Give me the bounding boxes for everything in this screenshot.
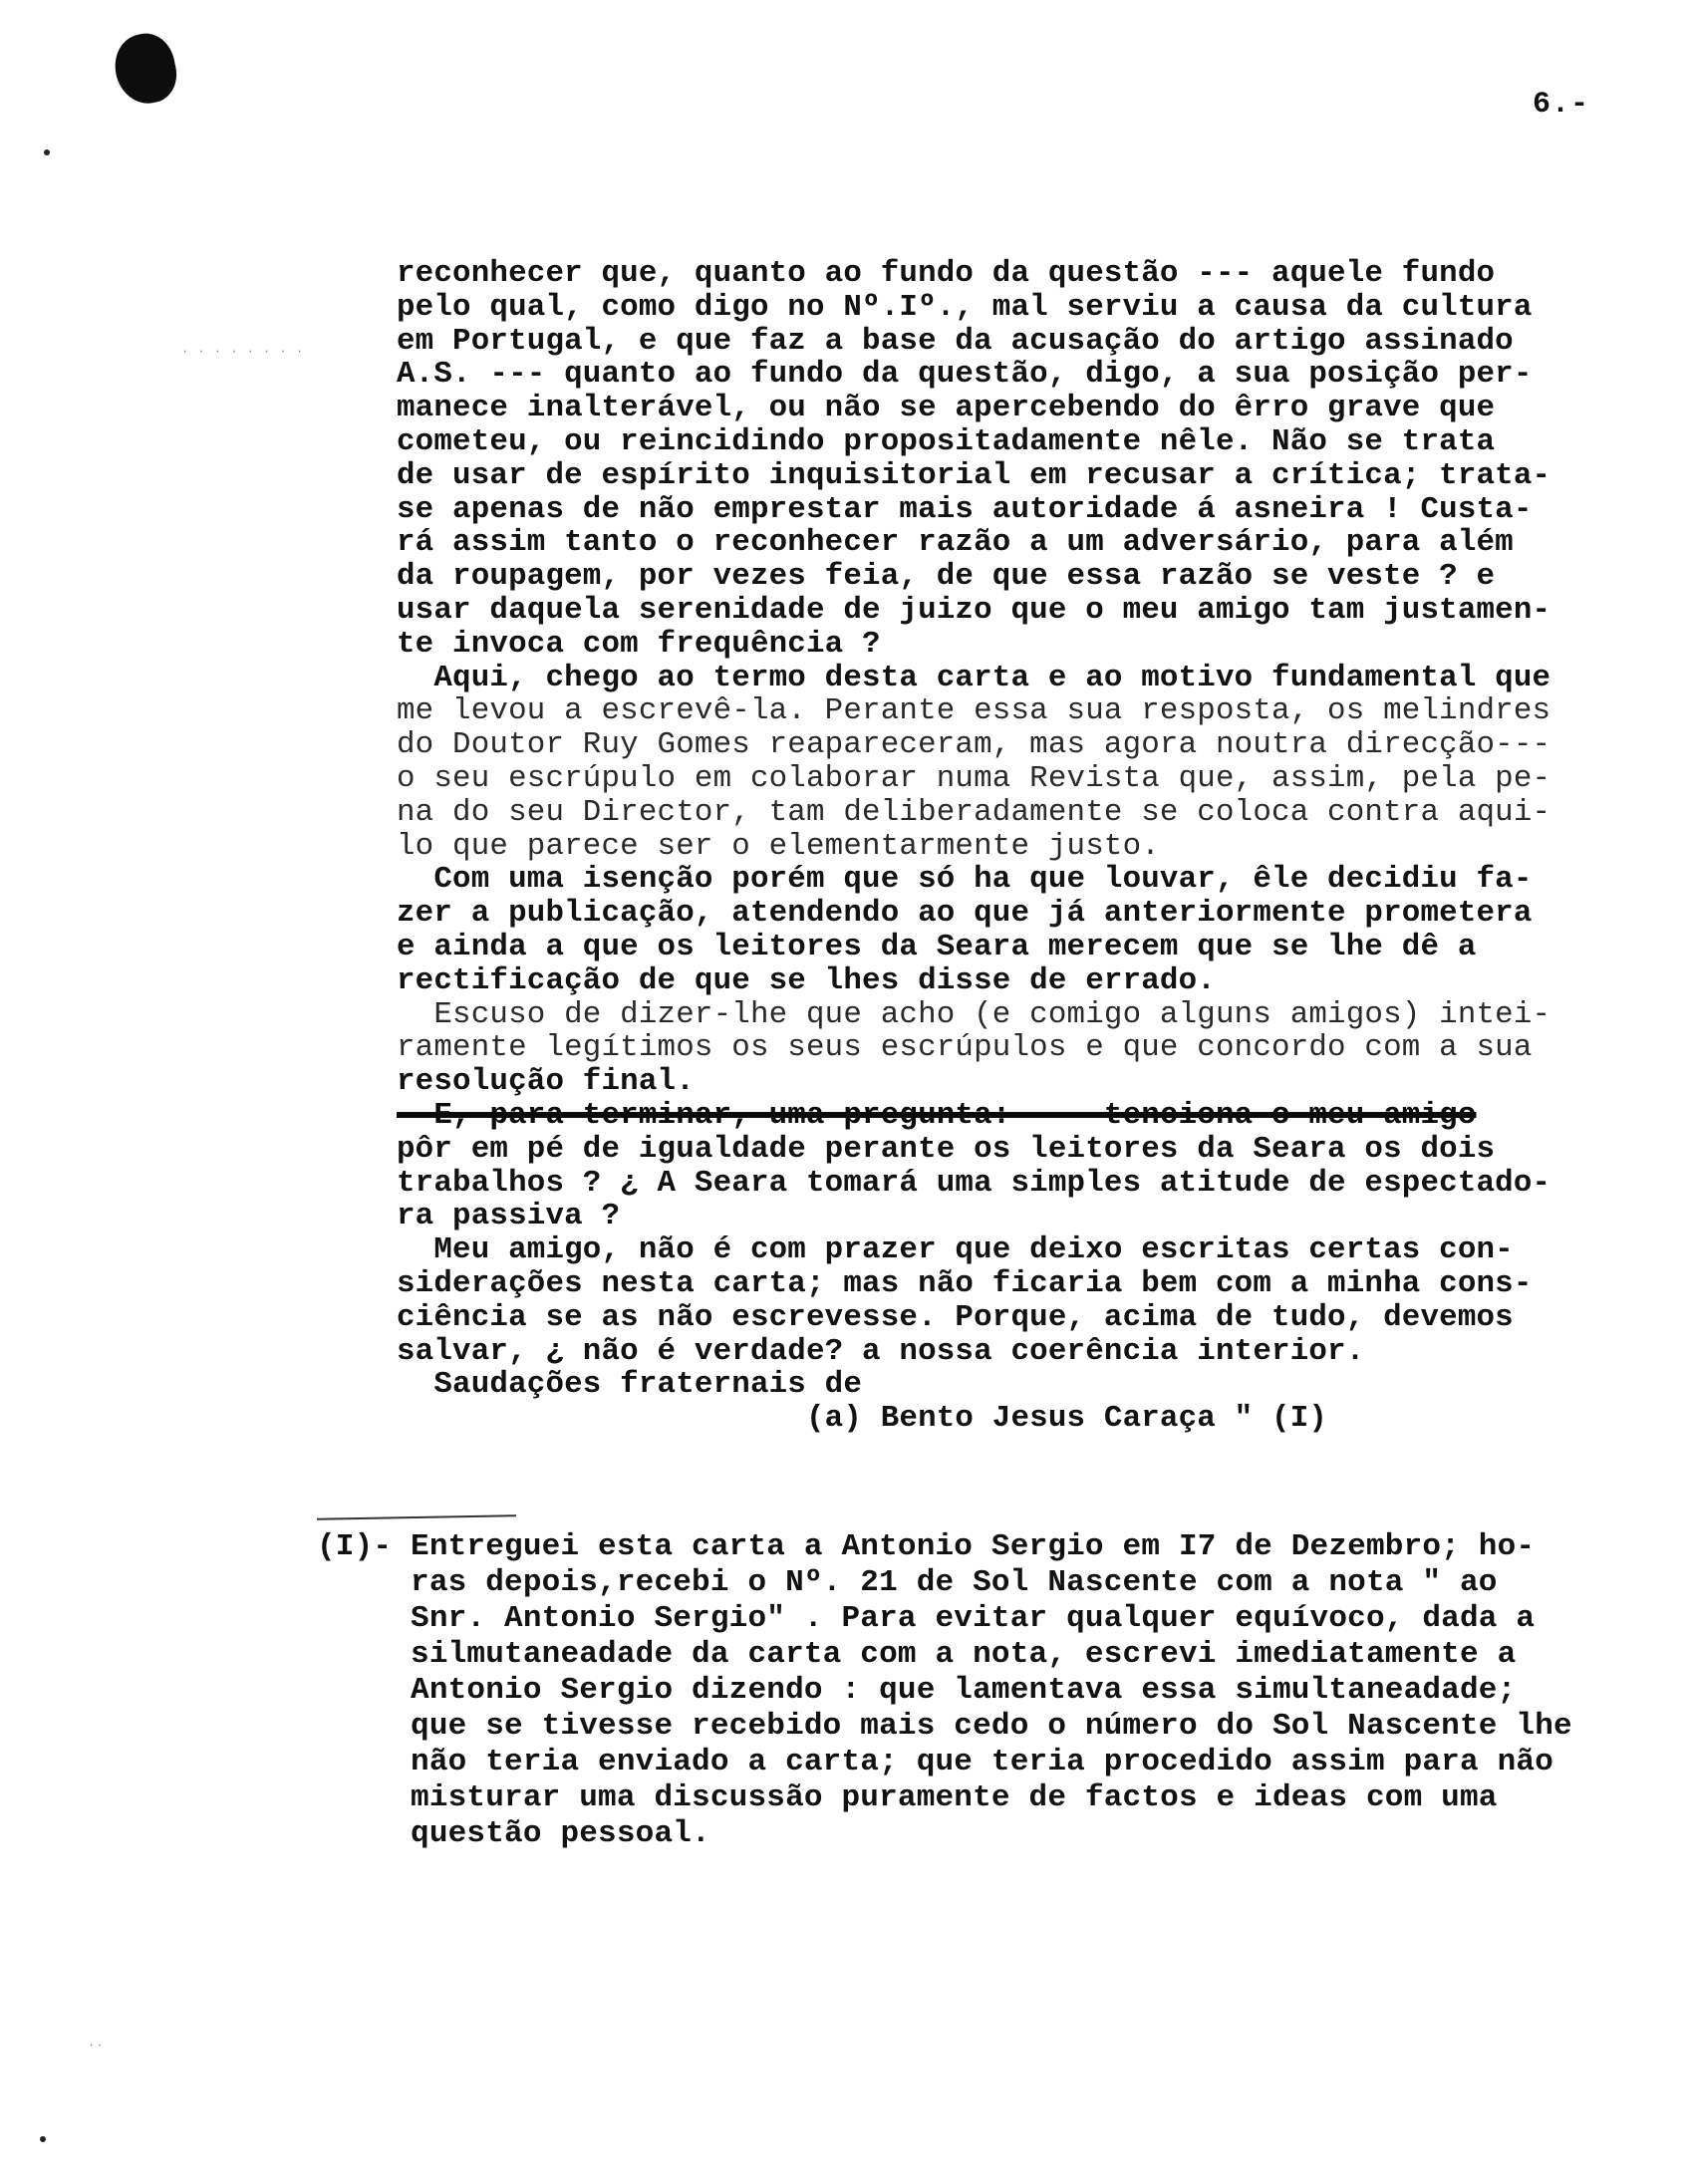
ink-speck xyxy=(40,2136,46,2142)
body-line: se apenas de não emprestar mais autoridade á asneira ! Custa- xyxy=(397,491,1533,527)
body-line: em Portugal, e que faz a base da acusação do artigo assinado xyxy=(397,323,1514,359)
body-line: trabalhos ? ¿ A Seara tomará uma simples atitude de espectado- xyxy=(397,1165,1551,1201)
body-line: Meu amigo, não é com prazer que deixo escritas certas con- xyxy=(397,1232,1514,1268)
punch-hole xyxy=(109,29,181,110)
body-line: reconhecer que, quanto ao fundo da questão --- aquele fundo xyxy=(397,256,1496,291)
body-line: lo que parece ser o elementarmente justo. xyxy=(397,828,1160,864)
body-line: zer a publicação, atendendo ao que já anteriormente prometera xyxy=(397,896,1533,932)
body-line: ciência se as não escrevesse. Porque, acima de tudo, devemos xyxy=(397,1299,1514,1335)
body-line: e ainda a que os leitores da Seara merecem que se lhe dê a xyxy=(397,929,1477,964)
footnote-line: misturar uma discussão puramente de factos e ideas com uma xyxy=(317,1780,1498,1815)
body-line: ra passiva ? xyxy=(397,1199,621,1234)
signature-line: (a) Bento Jesus Caraça " (I) xyxy=(397,1401,1328,1437)
body-line: Com uma isenção porém que só ha que louvar, êle decidiu fa- xyxy=(397,862,1533,898)
body-line: usar daquela serenidade de juizo que o meu amigo tam justamen- xyxy=(397,592,1551,628)
body-line: salvar, ¿ não é verdade? a nossa coerência interior. xyxy=(397,1333,1365,1369)
body-line: pôr em pé de igualdade perante os leitores da Seara os dois xyxy=(397,1131,1496,1167)
body-line: o seu escrúpulo em colaborar numa Revista que, assim, pela pe- xyxy=(397,760,1551,796)
footnote-line: não teria enviado a carta; que teria procedido assim para não xyxy=(317,1745,1553,1779)
body-line: Aqui, chego ao termo desta carta e ao motivo fundamental que xyxy=(397,660,1551,695)
footnote-line: ras depois,recebi o Nº. 21 de Sol Nascente com a nota " ao xyxy=(317,1565,1498,1600)
footnote-line: Snr. Antonio Sergio" . Para evitar qualquer equívoco, dada a xyxy=(317,1601,1536,1636)
footnote-line: que se tivesse recebido mais cedo o número do Sol Nascente lhe xyxy=(317,1709,1572,1744)
body-line: ramente legítimos os seus escrúpulos e que concordo com a sua xyxy=(397,1030,1533,1066)
footnote-rule xyxy=(317,1514,516,1519)
letter-body xyxy=(397,257,1652,1436)
body-line: resolução final. xyxy=(397,1064,695,1100)
body-line: pelo qual, como digo no Nº.Iº., mal serviu a causa da cultura xyxy=(397,289,1533,325)
body-line: te invoca com frequência ? xyxy=(397,626,881,662)
body-line: manece inalterável, ou não se apercebendo do êrro grave que xyxy=(397,391,1496,426)
faint-margin-mark: · · · · · · · · xyxy=(181,345,305,359)
body-line: Saudações fraternais de xyxy=(397,1367,863,1403)
page-number: 6.- xyxy=(1533,88,1590,122)
footnote-line: questão pessoal. xyxy=(317,1816,710,1851)
body-line: siderações nesta carta; mas não ficaria bem com a minha cons- xyxy=(397,1265,1533,1301)
struck-body-line: E, para terminar, uma pregunta: --- tenciona o meu amigo xyxy=(397,1097,1477,1133)
body-line: do Doutor Ruy Gomes reapareceram, mas agora noutra direcção--- xyxy=(397,727,1551,763)
body-line: rectificação de que se lhes disse de errado. xyxy=(397,962,1216,998)
body-line: na do seu Director, tam deliberadamente se coloca contra aqui- xyxy=(397,794,1551,830)
footnote xyxy=(317,1529,1652,1852)
body-line: cometeu, ou reincidindo propositadamente nêle. Não se trata xyxy=(397,423,1496,459)
faint-margin-mark: ·· xyxy=(88,2039,105,2052)
body-line: A.S. --- quanto ao fundo da questão, digo, a sua posição per- xyxy=(397,357,1533,393)
body-line: Escuso de dizer-lhe que acho (e comigo alguns amigos) intei- xyxy=(397,996,1551,1032)
ink-speck xyxy=(44,149,50,155)
footnote-line: Antonio Sergio dizendo : que lamentava essa simultaneadade; xyxy=(317,1673,1517,1708)
body-line: da roupagem, por vezes feia, de que essa razão se veste ? e xyxy=(397,559,1496,595)
footnote-line: silmutaneadade da carta com a nota, escrevi imediatamente a xyxy=(317,1637,1517,1672)
body-line: de usar de espírito inquisitorial em recusar a crítica; trata- xyxy=(397,457,1551,493)
footnote-line: (I)- Entreguei esta carta a Antonio Sergio em I7 de Dezembro; ho- xyxy=(317,1529,1536,1564)
body-line: me levou a escrevê-la. Perante essa sua resposta, os melindres xyxy=(397,693,1551,729)
body-line: rá assim tanto o reconhecer razão a um adversário, para além xyxy=(397,525,1514,561)
